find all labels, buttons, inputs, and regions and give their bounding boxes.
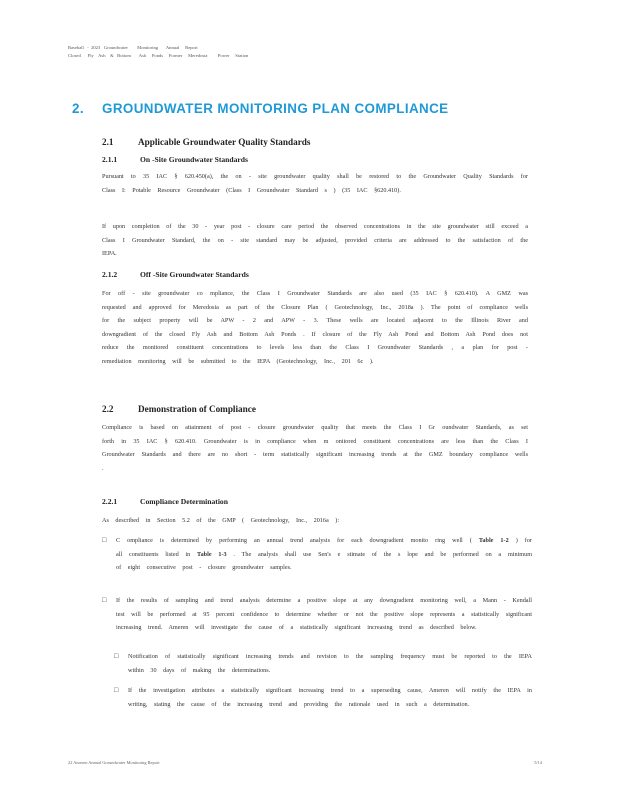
paragraph: If upon completion of the 30 - year post - closure care period the observed concentrations in the site groundwater still exceed a Class I Groundwater Standard, the on - site standard may be adjusted, provided criteria are addressed to the satisfaction of the IEPA. [102, 223, 528, 258]
checkbox-bullet-icon: □ [114, 652, 119, 660]
heading-2-2 [102, 404, 256, 414]
heading-number: 2.1.1 [102, 155, 118, 164]
heading-2-1-2 [102, 270, 249, 279]
checkbox-bullet-icon: □ [114, 686, 119, 694]
page-number: 5/14 [534, 760, 542, 765]
heading-text: Applicable Groundwater Quality Standards [138, 137, 311, 147]
section-number: 2. [72, 101, 84, 116]
list-text: C ompliance is determined by performing an annual trend analysis for each downgradient monito ring well ( [116, 537, 472, 544]
paragraph: Compliance is based on attainment of post - closure groundwater quality that meets the Class I Gr oundwater Standards, as set forth in 35 IAC § 620.410. Groundwater is in compliance when m onitored constituent concentrations are less than the Class I Groundwater Standards and there are no short - term statistically significant increasing trends at the GMZ boundary compliance wells . [102, 424, 528, 472]
section-title-text: GROUNDWATER MONITORING PLAN COMPLIANCE [102, 101, 449, 116]
heading-number: 2.1.2 [102, 270, 118, 279]
paragraph: Pursuant to 35 IAC § 620.450(a), the on - site groundwater quality shall be restored to the Groundwater Quality Standards for Class I: Potable Resource Groundwater (Class I Groundwater Standard s ) (35 IAC §620.410). [102, 173, 528, 194]
page-footer [68, 760, 542, 765]
table-reference: Table 1-2 [478, 537, 509, 544]
list-item [102, 594, 532, 635]
running-header [68, 44, 248, 60]
list-text: If the results of sampling and trend analysis determine a positive slope at any downgradient monitoring well, a Mann - Kendall test will be performed at 95 percent confidence to determine whether or not the positive slope represents a statistically significant increasing trend. Ameren will investigate the cause of a statistically significant increasing trend as described below. [116, 597, 532, 632]
table-reference: Table 1-3 [197, 550, 227, 558]
list-text: Notification of statistically significant increasing trends and revision to the sampling frequency must be reported to the IEPA within 30 days of making the determinations. [128, 653, 532, 674]
heading-text: Demonstration of Compliance [138, 404, 256, 414]
footer-left: 22 Ameren Annual Groundwater Monitoring Report [68, 760, 160, 765]
heading-2-1-1 [102, 155, 248, 164]
checkbox-bullet-icon: □ [102, 596, 107, 604]
sub-list-item [114, 684, 532, 711]
list-text: If the investigation attributes a statistically significant increasing trend to a superseding cause, Ameren will notify the IEPA in writing, stating the cause of the increasing trend and providing the rationale used in such a determination. [128, 687, 532, 708]
list-text: . The analysis shall use Sen's e stimate of the s lope and be performed on a minimum of eight consecutive post - closure groundwater samples. [116, 550, 533, 572]
sub-list-item [114, 650, 532, 677]
header-line-1: Baseball - 2023 Groundwater Monitoring Annual Report [68, 45, 198, 50]
header-line-2: Closed Fly Ash & Bottom Ash Ponds Former Meredosia Power Station [68, 53, 249, 58]
section-title [72, 101, 449, 116]
paragraph: As described in Section 5.2 of the GMP ( Geotechnology, Inc., 2016a ): [102, 517, 340, 524]
heading-text: Compliance Determination [140, 497, 228, 506]
heading-2-2-1 [102, 497, 228, 506]
heading-number: 2.2 [102, 404, 114, 414]
heading-text: On -Site Groundwater Standards [140, 155, 248, 164]
list-item [102, 534, 532, 575]
checkbox-bullet-icon: □ [102, 536, 107, 544]
heading-number: 2.2.1 [102, 497, 118, 506]
heading-2-1 [102, 137, 310, 147]
heading-number: 2.1 [102, 137, 114, 147]
heading-text: Off -Site Groundwater Standards [140, 270, 249, 279]
list-text: ) for all constituents listed in [116, 537, 532, 558]
paragraph: For off - site groundwater co mpliance, the Class I Groundwater Standards are also used (35 IAC § 620.410). A GMZ was requested and approved for Meredosia as part of the Closure Plan ( Geotechnology, Inc., 2018a ). The point of compliance wells for the subject property will be APW - 2 and APW - 3. These wells are located adjacent to the Illinois River and downgradient of the closed Fly Ash and Bottom Ash Ponds . If closure of the Fly Ash Pond and Bottom Ash Pond does not reduce the monitored constituent concentrations to levels less than the Class I Groundwater Standards , a plan for post - remediation monitoring will be submitted to the IEPA (Geotechnology, Inc., 201 6c ). [102, 290, 528, 365]
